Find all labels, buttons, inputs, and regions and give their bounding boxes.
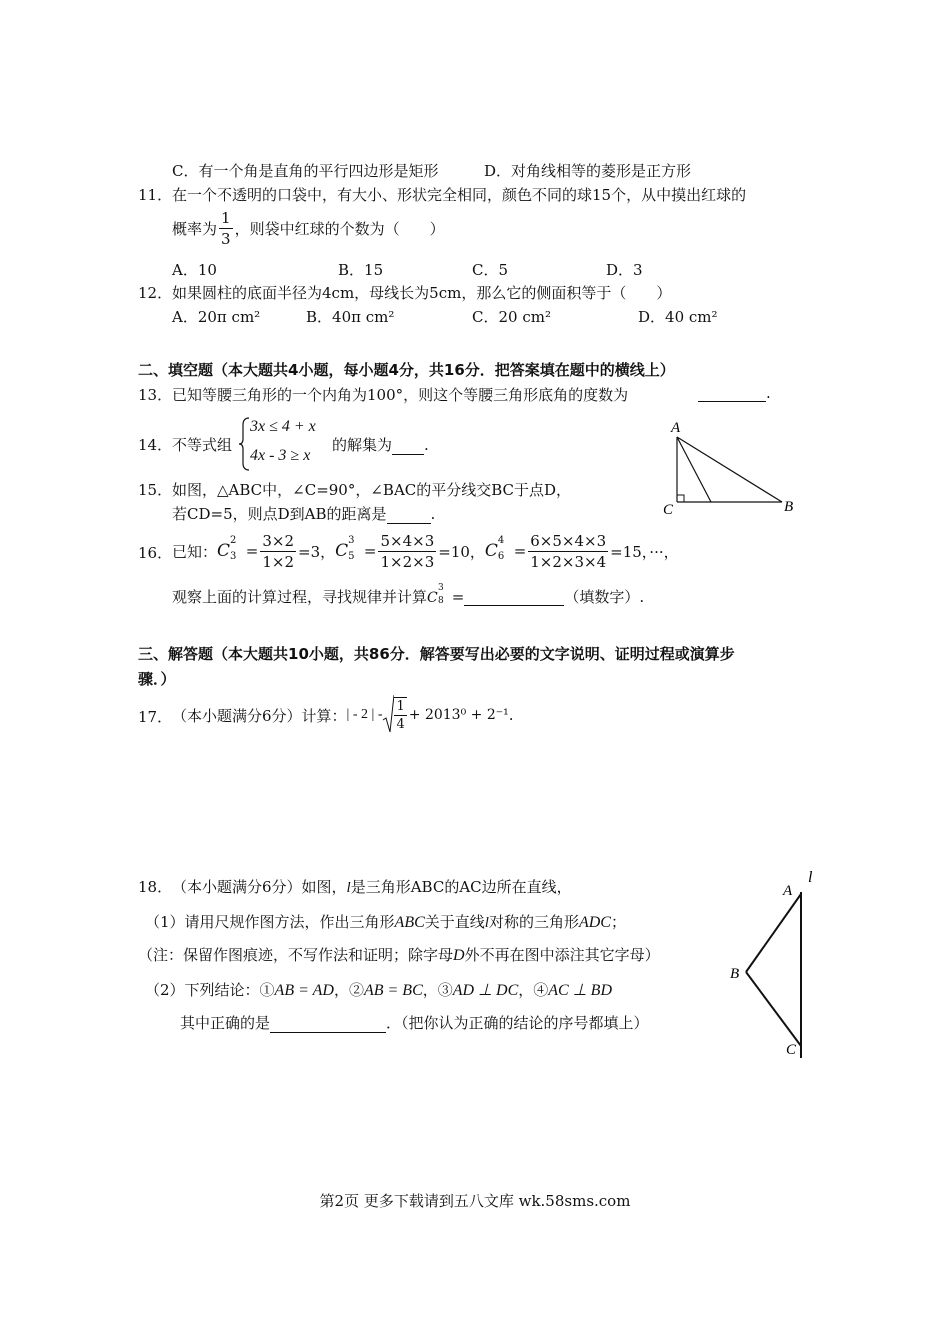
q15-end: .	[430, 505, 436, 523]
q12-option-d: D．40 cm²	[638, 308, 718, 326]
q15-line1: 如图，△ABC中，∠C=90°，∠BAC的平分线交BC于点D，	[172, 481, 572, 499]
q18-line1-pre: （本小题满分6分）如图，	[172, 878, 347, 896]
q11-frac-num: 1	[221, 209, 231, 227]
q14-blank	[392, 437, 424, 455]
q15-line2: 若CD=5，则点D到AB的距离是	[172, 505, 387, 523]
q15-blank	[387, 506, 431, 524]
q17-sqrt-den: 4	[396, 717, 405, 732]
label-b: B	[730, 966, 740, 982]
q18-p1c: 对称的三角形	[488, 913, 579, 931]
q18-note-b: 外不再在图中添注其它字母）	[464, 946, 660, 964]
q16-c3-res: =15，···，	[610, 542, 679, 561]
label-c: C	[663, 502, 674, 518]
q13-text: 已知等腰三角形的一个内角为100°，则这个等腰三角形底角的度数为	[172, 386, 629, 404]
q16-comb-1: C 2 3	[217, 535, 237, 562]
q13-end: .	[766, 384, 771, 402]
q15-number: 15．	[138, 481, 173, 499]
q11-option-a: A．10	[172, 261, 217, 279]
q16-c1-top: 2	[230, 535, 237, 546]
q11-option-c: C．5	[472, 261, 509, 279]
q10-option-c: C．有一个角是直角的平行四边形是矩形	[172, 162, 439, 180]
q15-line2-wrap	[172, 503, 435, 524]
page-footer: 第2页 更多下载请到五八文库 wk.58sms.com	[319, 1192, 631, 1210]
q12-number: 12．	[138, 284, 173, 302]
q18-r2: AB = BC	[363, 982, 423, 999]
q18-part2	[145, 979, 612, 1000]
q11-number: 11．	[138, 186, 173, 204]
q16-c4-top: 3	[438, 582, 444, 593]
q18-l: l	[346, 880, 351, 896]
q18-r1: AB = AD	[274, 982, 334, 999]
q14-post-wrap	[332, 434, 429, 455]
q16-c2-res: =10，	[438, 542, 485, 561]
q18-r4: AC ⊥ BD	[548, 982, 612, 999]
q16-c3-bot: 6	[497, 551, 505, 562]
q13-number: 13．	[138, 386, 173, 404]
q15-triangle-figure	[660, 415, 800, 520]
section-2-title: 二、填空题（本大题共4小题，每小题4分，共16分．把答案填在题中的横线上）	[138, 361, 675, 379]
side-bc	[746, 972, 801, 1046]
q17-sqrt-num: 1	[396, 699, 405, 714]
q11-frac-den: 3	[221, 230, 231, 248]
q11-fraction	[219, 208, 233, 249]
q18-ans-post: ．（把你认为正确的结论的序号都填上）	[386, 1014, 649, 1032]
q16-frac-2	[378, 531, 436, 572]
q14-brace	[238, 417, 250, 471]
q11-option-b: B．15	[338, 261, 384, 279]
q16-line2: 观察上面的计算过程，寻找规律并计算 C 3 8 = （填数字）.	[172, 582, 645, 606]
q16-blank	[464, 588, 564, 606]
q18-s3: ，③	[422, 981, 453, 999]
q12-option-a: A．20π cm²	[172, 308, 261, 326]
q16-line2-post: （填数字）.	[564, 588, 645, 606]
q16-c2-top: 3	[348, 535, 355, 546]
q16-line2-pre: 观察上面的计算过程，寻找规律并计算	[172, 588, 428, 606]
q12-option-b: B．40π cm²	[306, 308, 395, 326]
q12-option-c: C．20 cm²	[472, 308, 551, 326]
q17-sqrt-frac	[394, 697, 406, 733]
q14-ineq-2: 4x - 3 ≥ x	[250, 447, 311, 464]
q18-adc: ADC	[578, 914, 611, 931]
q18-p1b: 关于直线	[424, 913, 485, 931]
label-c: C	[786, 1042, 797, 1058]
q16-line1: 已知： C 2 3 = $\frac{3\times 2}{1\times 2}$ =3， C 3 5 = $\frac{5\times 4\times 3}{1\times 2\times 3}$ =10， C 4 6 = $\frac{6\times 5\times 4\times 3}{1\times 2\times 3\times 4}$ =15，···，	[172, 531, 679, 571]
q17-expr-b: + 2013⁰ + 2⁻¹	[408, 707, 509, 723]
q17-number: 17．	[138, 708, 173, 726]
q17-expr-a: | - 2 | -	[346, 707, 383, 722]
side-ab	[746, 894, 801, 972]
q16-frac-3	[528, 531, 608, 572]
q11-post: ，则袋中红球的个数为（ ）	[234, 220, 445, 238]
q18-l-2: l	[484, 915, 489, 931]
q18-triangle-figure	[722, 866, 820, 1062]
q14-pre: 不等式组	[172, 436, 233, 454]
q17-text: （本小题满分6分）计算：	[172, 706, 347, 725]
q18-line1-post: 是三角形ABC的AC边所在直线，	[350, 878, 572, 896]
q16-comb-3: C 4 6	[484, 535, 505, 562]
side-ab	[677, 437, 782, 502]
q11-line2	[172, 208, 445, 249]
q16-c2-bot: 5	[348, 551, 355, 562]
q16-c3-top: 4	[497, 535, 505, 546]
q16-c1-bot: 3	[230, 551, 237, 562]
q11-option-d: D．3	[606, 261, 643, 279]
right-angle-mark	[677, 495, 684, 502]
q14-ineq-1: 3x ≤ 4 + x	[250, 418, 316, 435]
section-3-title-2: 骤．）	[138, 670, 176, 688]
q18-r3: AD ⊥ DC	[452, 982, 519, 999]
q16-c2-num: 5×4×3	[380, 531, 435, 550]
q16-c3-num: 6×5×4×3	[530, 531, 607, 550]
q18-line1	[172, 876, 572, 897]
q16-c3-den: 1×2×3×4	[530, 552, 607, 571]
q18-abc: ABC	[394, 914, 425, 931]
q17-end: .	[508, 706, 514, 724]
q18-number: 18．	[138, 878, 173, 896]
q14-post: 的解集为	[332, 436, 393, 454]
q14-number: 14．	[138, 436, 173, 454]
q18-p1d: ；	[610, 913, 626, 931]
q16-c1-num: 3×2	[262, 531, 295, 550]
q16-number: 16．	[138, 544, 173, 562]
bisector-ad	[677, 437, 711, 502]
label-a: A	[783, 883, 793, 899]
q16-frac-1	[260, 531, 296, 572]
q18-note-a: （注：保留作图痕迹，不写作法和证明；除字母	[138, 946, 454, 964]
q18-answer	[180, 1012, 649, 1033]
q18-s2: ，②	[333, 981, 364, 999]
q13-blank	[698, 384, 771, 402]
q18-d: D	[453, 947, 465, 964]
q18-note	[138, 944, 660, 965]
q18-blank	[270, 1015, 386, 1033]
q16-comb-2: C 3 5	[335, 535, 355, 562]
q10-option-d: D．对角线相等的菱形是正方形	[484, 162, 692, 180]
q16-c1-den: 1×2	[262, 552, 295, 571]
q11-text: 在一个不透明的口袋中，有大小、形状完全相同，颜色不同的球15个，从中摸出红球的	[172, 186, 747, 204]
label-b: B	[784, 499, 794, 515]
q14-end: .	[424, 436, 429, 454]
q16-comb-4: C 3 8	[427, 582, 444, 606]
q18-p1: （1）请用尺规作图方法，作出三角形	[145, 913, 395, 931]
q18-part1	[145, 911, 626, 932]
label-a: A	[671, 420, 681, 436]
q11-pre: 概率为	[172, 220, 218, 238]
q16-c2-den: 1×2×3	[380, 552, 435, 571]
q18-s4: ，④	[518, 981, 549, 999]
q16-pre: 已知：	[172, 542, 218, 561]
q16-c1-res: =3，	[298, 542, 336, 561]
section-3-title-1: 三、解答题（本大题共10小题，共86分．解答要写出必要的文字说明、证明过程或演算步	[138, 645, 735, 663]
q12-text: 如果圆柱的底面半径为4cm，母线长为5cm，那么它的侧面积等于（ ）	[172, 284, 672, 302]
q18-p2: （2）下列结论：①	[145, 981, 275, 999]
q18-ans: 其中正确的是	[180, 1014, 271, 1032]
label-l: l	[808, 869, 813, 886]
q17-line	[172, 694, 514, 736]
q16-c4-bot: 8	[438, 595, 444, 606]
q17-sqrt-sign	[382, 694, 394, 736]
